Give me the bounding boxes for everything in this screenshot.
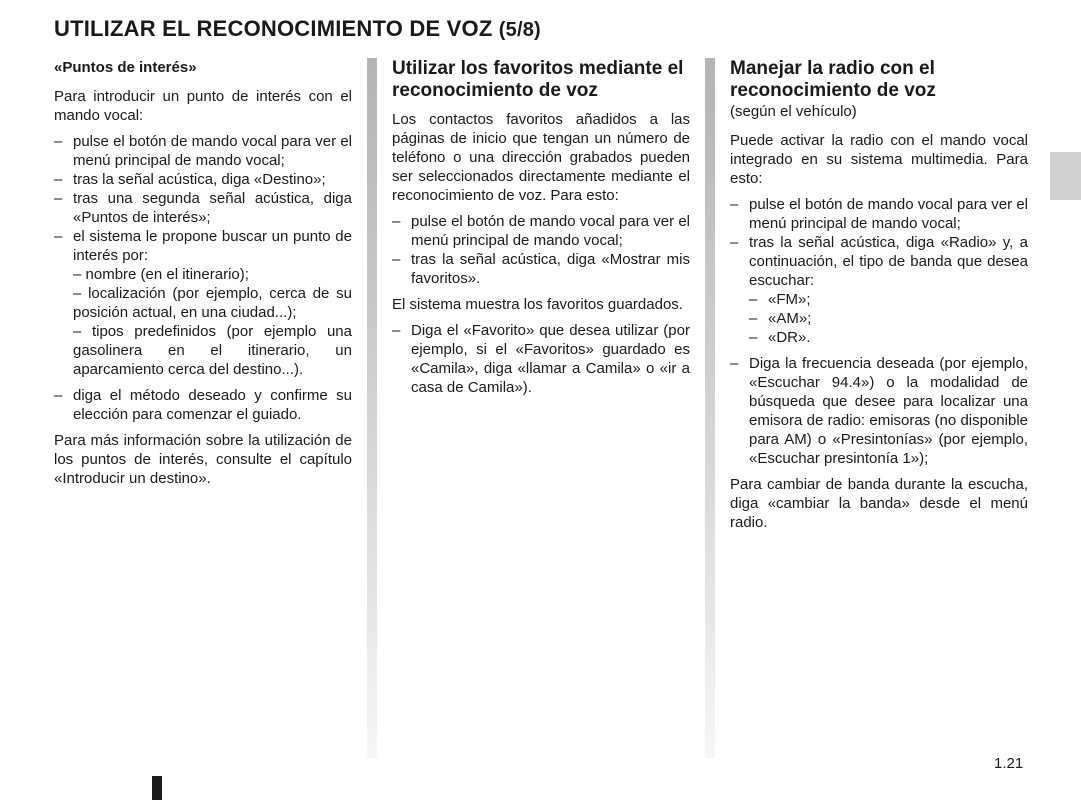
radio-band: – «DR». xyxy=(749,328,1028,347)
column-favorites xyxy=(392,58,690,404)
radio-step-text: tras la señal acústica, diga «Radio» y, a continuación, el tipo de banda que desea escuchar: xyxy=(749,234,1028,289)
radio-bands-list xyxy=(749,290,1028,347)
poi-steps-list xyxy=(54,132,352,424)
favorites-step: – Diga el «Favorito» que desea utilizar (por ejemplo, si el «Favoritos» guardado es «Camila», diga «llamar a Camila» o «ir a casa de Camila»). xyxy=(392,321,690,397)
page-title xyxy=(54,16,541,42)
radio-step xyxy=(730,233,1028,347)
poi-step-text: el sistema le propone buscar un punto de interés por: xyxy=(73,228,352,264)
radio-intro: Puede activar la radio con el mando vocal integrado en su sistema multimedia. Para esto: xyxy=(730,132,1028,187)
poi-substep: – nombre (en el itinerario); xyxy=(73,266,249,283)
column-points-of-interest xyxy=(54,58,352,495)
radio-step: – pulse el botón de mando vocal para ver el menú principal de mando vocal; xyxy=(730,195,1028,233)
page-number: 1.21 xyxy=(994,755,1024,772)
column-divider-right xyxy=(705,58,715,758)
radio-title: Manejar la radio con el reconocimiento de voz xyxy=(730,58,936,101)
poi-intro: Para introducir un punto de interés con el mando vocal: xyxy=(54,88,352,124)
favorites-steps-list xyxy=(392,212,690,288)
radio-outro: Para cambiar de banda durante la escucha, diga «cambiar la banda» desde el menú radio. xyxy=(730,476,1028,531)
favorites-intro: Los contactos favoritos añadidos a las páginas de inicio que tengan un número de teléfono o una dirección grabados pueden ser seleccionados directamente mediante el reconocimiento de voz. Para esto: xyxy=(392,111,690,204)
page-title-text: UTILIZAR EL RECONOCIMIENTO DE VOZ xyxy=(54,16,493,41)
column-radio xyxy=(730,58,1028,539)
poi-step: – pulse el botón de mando vocal para ver el menú principal de mando vocal; xyxy=(54,132,352,170)
poi-step xyxy=(54,227,352,379)
radio-step: – Diga la frecuencia deseada (por ejemplo, «Escuchar 94.4») o la modalidad de búsqueda que desee para localizar una emisora de radio: emisoras (no disponible para AM) o «Presintonías» (por ejemplo, «Escuchar presintonía 1»); xyxy=(730,354,1028,468)
radio-band: – «AM»; xyxy=(749,309,1028,328)
radio-steps-list xyxy=(730,195,1028,468)
column-divider-left xyxy=(367,58,377,758)
radio-band: – «FM»; xyxy=(749,290,1028,309)
favorites-step: – pulse el botón de mando vocal para ver el menú principal de mando vocal; xyxy=(392,212,690,250)
poi-step: – tras la señal acústica, diga «Destino»; xyxy=(54,170,352,189)
poi-subheading: «Puntos de interés» xyxy=(54,59,197,76)
favorites-middle: El sistema muestra los favoritos guardados. xyxy=(392,296,683,313)
favorites-steps2-list xyxy=(392,321,690,397)
poi-step: – tras una segunda señal acústica, diga «Puntos de interés»; xyxy=(54,189,352,227)
chapter-tab-marker xyxy=(1050,152,1081,200)
favorites-title: Utilizar los favoritos mediante el reconocimiento de voz xyxy=(392,58,684,101)
radio-note: (según el vehículo) xyxy=(730,103,857,120)
poi-outro: Para más información sobre la utilización de los puntos de interés, consulte el capítulo «Introducir un destino». xyxy=(54,432,352,487)
poi-step: – diga el método deseado y confirme su elección para comenzar el guiado. xyxy=(54,386,352,424)
print-crop-mark xyxy=(152,776,162,800)
poi-substep: – localización (por ejemplo, cerca de su posición actual, en una ciudad...); xyxy=(73,285,352,321)
page-part-indicator: (5/8) xyxy=(498,19,541,41)
poi-substeps-list xyxy=(73,265,352,379)
poi-substep: – tipos predefinidos (por ejemplo una gasolinera en el itinerario, un aparcamiento cerca del destino...). xyxy=(73,323,352,378)
favorites-step: – tras la señal acústica, diga «Mostrar mis favoritos». xyxy=(392,250,690,288)
